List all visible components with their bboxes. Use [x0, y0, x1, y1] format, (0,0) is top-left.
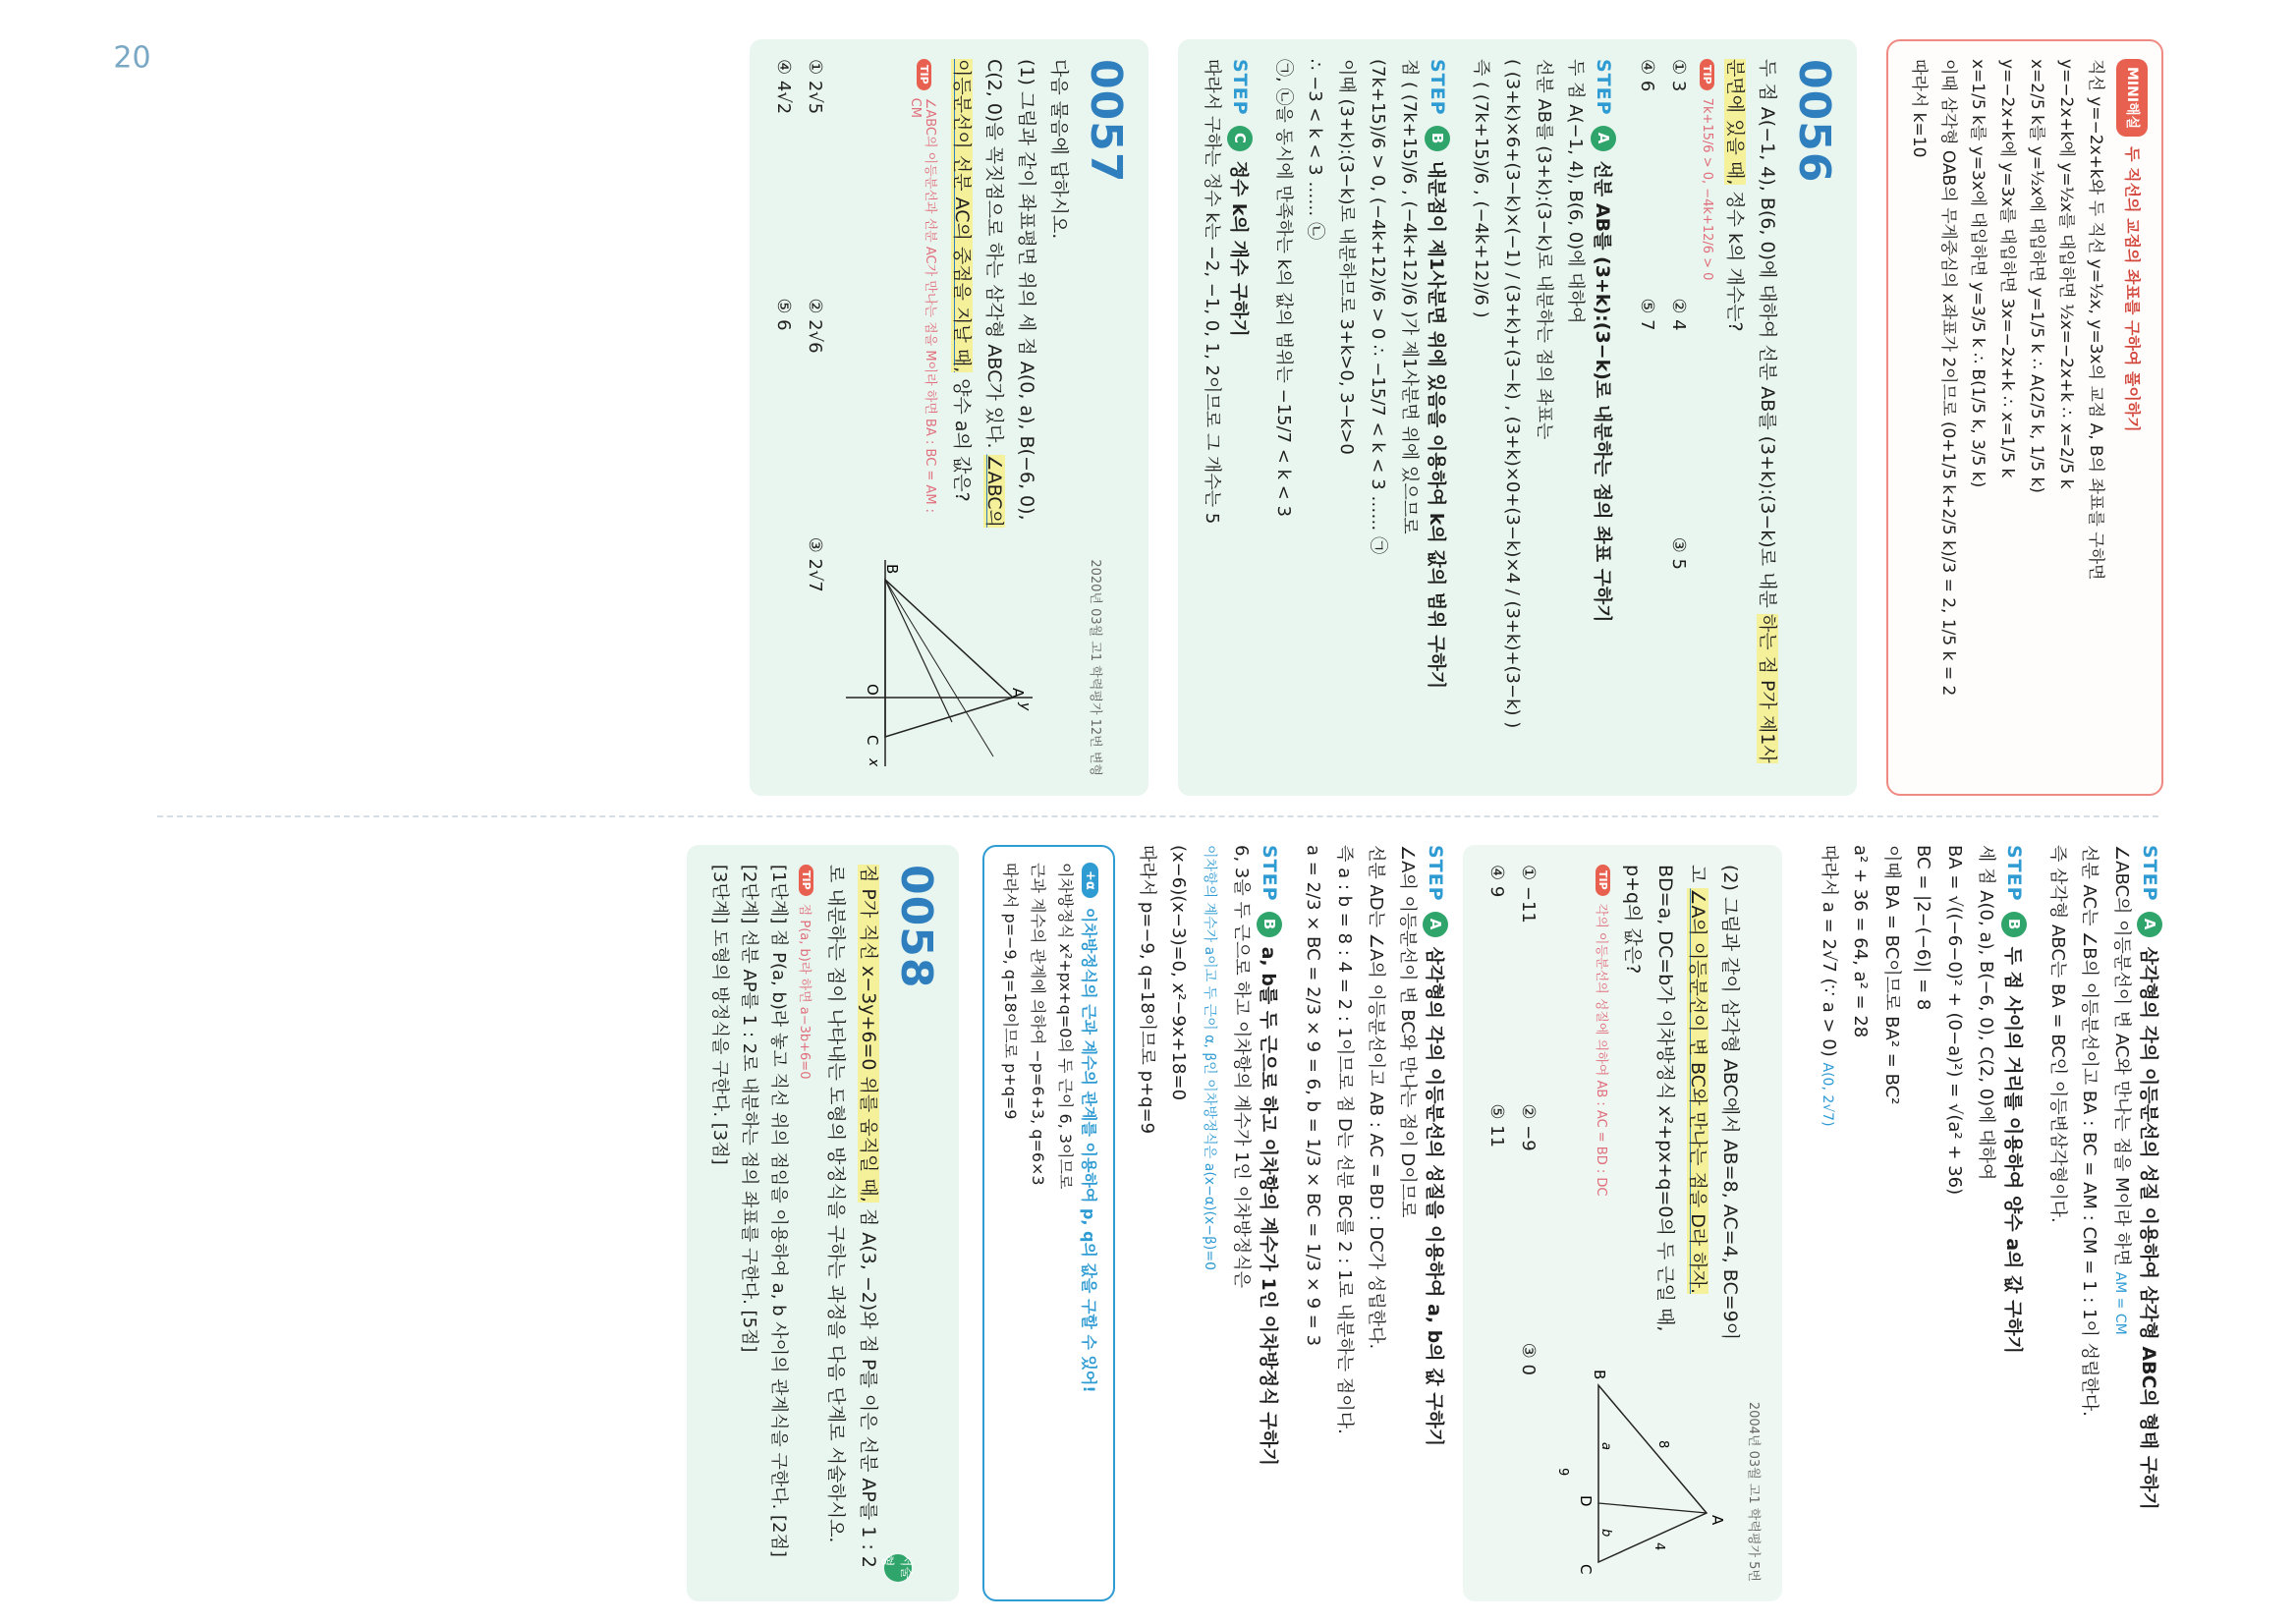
answer-choices — [1481, 865, 1543, 1582]
step-title: 정수 k의 개수 구하기 — [1228, 160, 1250, 337]
mini-title: 두 직선의 교점의 좌표를 구하여 풀이하기 — [2123, 146, 2142, 432]
triangle-bisector-figure — [1549, 1366, 1746, 1582]
choice: ⑤ 7 — [1637, 298, 1657, 331]
solution-line: 따라서 구하는 정수 k는 −2, −1, 0, 1, 2이므로 그 개수는 5 — [1202, 59, 1222, 525]
q1-step-a-body — [2042, 845, 2137, 1601]
q2-step-a-body — [1297, 845, 1423, 1601]
point-label-b: B — [883, 564, 901, 575]
step-a-body — [1465, 59, 1591, 776]
point-label-c: C — [1577, 1564, 1595, 1575]
solution-text: ∠ABC의 이등분선이 변 AC와 만나는 점을 M이라 하면 — [2111, 845, 2132, 1266]
choice: ④ 4√2 — [773, 59, 794, 115]
step-title: 삼각형의 각의 이등분선의 성질 이용하여 삼각형 ABC의 형태 구하기 — [2138, 946, 2159, 1510]
solution-line: ㉠, ㉡을 동시에 만족하는 k의 값의 범위는 −15/7 < k < 3 — [1273, 59, 1294, 518]
edge-label-b: b — [1598, 1529, 1613, 1538]
answer-choices — [1631, 59, 1694, 776]
choice: ③ 0 — [1518, 1342, 1539, 1375]
solution-line: ∴ −3 < k < 3 …… ㉡ — [1305, 59, 1325, 241]
step-title: 내분점이 제1사분면 위에 있음을 이용하여 k의 값의 범위 구하기 — [1426, 160, 1447, 690]
solution-line: 선분 AD는 ∠A의 이등분선이고 AB : AC = BD : DC가 성립한다. — [1366, 845, 1386, 1350]
step-label: STEP — [2003, 845, 2026, 902]
step-a — [1591, 59, 1617, 776]
problem-head — [1075, 59, 1131, 776]
step-c-body — [1196, 59, 1227, 776]
q2-step-b — [1257, 845, 1283, 1601]
choice: ② −9 — [1518, 1103, 1539, 1151]
q1-step-a — [2137, 845, 2163, 1601]
problem-source: 2020년 03월 고1 학력평가 12번 변형 — [1088, 559, 1102, 776]
q1-with-figure — [836, 59, 1042, 776]
step-letter: B — [1258, 912, 1283, 937]
solution-line: BC = |2−(−6)| = 8 — [1913, 845, 1933, 1011]
point-label-a: A — [1708, 1515, 1726, 1526]
solution-line: 따라서 p=−9, q=18이므로 p+q=9 — [1137, 845, 1157, 1135]
sub-question — [945, 59, 1042, 534]
solution-line: a = 2/3 × BC = 2/3 × 9 = 6, b = 1/3 × BC = 1/3 × 9 = 3 — [1303, 845, 1323, 1347]
choice: ① 2√5 — [805, 59, 825, 115]
tip-badge: TIP — [1700, 59, 1714, 90]
problem-number: 0058 — [891, 865, 941, 989]
choice: ⑤ 11 — [1486, 1103, 1507, 1148]
plus-alpha-title: 이차방정식의 근과 계수의 관계를 이용하여 p, q의 값을 구할 수 있어! — [1080, 907, 1098, 1393]
solution-line: 점 ( (7k+15)/6 , (−4k+12)/6 )가 제1사분면 위에 있으므로 — [1399, 59, 1420, 534]
solution-line — [1812, 845, 1844, 1601]
edge-label-ac: 4 — [1652, 1542, 1666, 1551]
mini-line: 이때 삼각형 OAB의 무게중심의 x좌표가 2이므로 (0+1/5 k+2/5 k)/3 = 2, 1/5 k = 2 — [1938, 59, 1958, 697]
question-text: (1) 그림과 같이 좌표평면 위의 세 점 A(0, a), B(−6, 0), C(2, 0)을 꼭짓점으로 하는 삼각형 ABC가 있다. — [983, 59, 1037, 521]
mini-solution-box — [1886, 39, 2163, 796]
side-note: A(0, 2√7) — [1820, 1062, 1835, 1127]
mini-line: y=−2x+k에 y=3x를 대입하면 3x=−2x+k ∴ x=1/5 k — [1997, 59, 2017, 478]
step-letter: A — [1592, 126, 1617, 151]
problem-question — [1718, 59, 1783, 776]
mini-line: 따라서 k=10 — [1909, 59, 1929, 158]
solution-line — [2104, 845, 2137, 1601]
solution-line: 이때 (3+k):(3−k)로 내분하므로 3+k>0, 3−k>0 — [1336, 59, 1357, 455]
choice: ③ 2√7 — [805, 536, 825, 592]
right-column — [138, 845, 2163, 1601]
step-letter: C — [1228, 126, 1254, 151]
point-label-a: A — [1009, 688, 1027, 699]
choice: ② 2√6 — [805, 298, 825, 354]
q1-step-b-body — [1812, 845, 2001, 1601]
side-note: 이차항의 계수가 a이고 두 근이 α, β인 이차방정식은 a(x−α)(x−β)=0 — [1202, 845, 1217, 1271]
axis-label-y: y — [1017, 702, 1033, 711]
question-highlight: 점 P가 직선 x−3y+6=0 위를 움직일 때, — [858, 865, 879, 1203]
plus-alpha-line: 따라서 p=−9, q=18이므로 p+q=9 — [1001, 863, 1020, 1120]
point-label-c: C — [864, 735, 881, 746]
tip — [1700, 59, 1714, 776]
choice: ④ 9 — [1486, 865, 1507, 898]
step-b-body — [1267, 59, 1425, 776]
question-highlight: ∠ABC의 이등분선이 선분 AC의 중점을 지날 때, — [951, 59, 1005, 528]
solution-line: 선분 AC는 ∠B의 이등분선이고 BA : BC = AM : CM = 1 : 1이 성립한다. — [2079, 845, 2100, 1417]
point-label-o: O — [864, 684, 881, 696]
step-label: STEP — [1593, 59, 1615, 116]
tip-badge: TIP — [799, 865, 813, 896]
mini-line: y=−2x+k에 y=½x를 대입하면 ½x=−2x+k ∴ x=2/5 k — [2056, 59, 2076, 489]
sub-question — [1616, 865, 1746, 1350]
essay-badge: 서술형 — [884, 1554, 912, 1582]
page-number: 20 — [113, 40, 151, 76]
step-letter: B — [1426, 126, 1451, 151]
plus-alpha-badge: +α — [1082, 863, 1098, 898]
step-title: a, b를 두 근으로 하고 이차항의 계수가 1인 이차방정식 구하기 — [1258, 946, 1279, 1467]
triangle-abc-figure — [836, 550, 1042, 776]
problem-number: 0057 — [1081, 59, 1131, 184]
solution-line: ∠A의 이등분선이 변 BC와 만나는 점이 D이므로 — [1397, 845, 1418, 1218]
axis-label-x: x — [866, 758, 881, 767]
step-title: 삼각형의 각의 이등분선의 성질을 이용하여 a, b의 값 구하기 — [1424, 946, 1445, 1447]
tip-badge: TIP — [1596, 865, 1610, 896]
mini-badge: MINI해설 — [2116, 59, 2148, 137]
choice: ③ 5 — [1668, 536, 1689, 570]
step-title: 선분 AB를 (3+k):(3−k)로 내분하는 점의 좌표 구하기 — [1592, 160, 1613, 623]
mini-line: x=1/5 k를 y=3x에 대입하면 y=3/5 k ∴ B(1/5 k, 3/5 k) — [1968, 59, 1988, 488]
solution-line: 선분 AB를 (3+k):(3−k)로 내분하는 점의 좌표는 — [1534, 59, 1554, 440]
step-label: STEP — [1425, 845, 1447, 902]
question-text: 정수 k의 개수는? — [1724, 191, 1746, 332]
choice: ④ 6 — [1637, 59, 1657, 92]
question-text: (2) 그림과 같이 삼각형 ABC에서 AB=8, AC=4, BC=9이고 — [1687, 865, 1741, 1341]
problem-0056 — [1178, 39, 1857, 796]
column-divider — [157, 815, 2158, 818]
edge-label-a: a — [1598, 1442, 1613, 1450]
solution-line: (7k+15)/6 > 0, (−4k+12)/6 > 0 ∴ −15/7 < k < 3 …… ㉠ — [1368, 59, 1388, 555]
question-text: 점 A(3, −2)와 점 P를 이은 선분 AP를 1 : 2로 내분하는 점이 나타내는 도형의 방정식을 구하는 과정을 다음 단계로 서술하시오. — [825, 865, 879, 1568]
step-label: STEP — [1427, 59, 1449, 116]
point-label-b: B — [1591, 1370, 1608, 1380]
choice: ① −11 — [1518, 865, 1539, 924]
problem-number: 0056 — [1789, 59, 1839, 184]
step-c — [1227, 59, 1254, 776]
problem-0057 — [750, 39, 1148, 796]
solution-line: 두 점 A(−1, 4), B(6, 0)에 대하여 — [1565, 59, 1586, 324]
problem-head — [879, 865, 941, 1582]
step-b — [1425, 59, 1451, 776]
q2-with-figure — [1549, 865, 1746, 1582]
solution-line: 세 점 A(0, a), B(−6, 0), C(2, 0)에 대하여 — [1976, 845, 1996, 1181]
point-label-d: D — [1577, 1495, 1595, 1507]
problem-0057-part2 — [1463, 845, 1782, 1601]
tip-text: 점 P(a, b)라 하면 a−3b+6=0 — [797, 903, 812, 1080]
step-letter: A — [1424, 912, 1449, 937]
tip-text: 각의 이등분선의 성질에 의하여 AB : AC = BD : DC — [1594, 903, 1608, 1197]
step-label: STEP — [1229, 59, 1252, 116]
edge-label-ab: 8 — [1655, 1440, 1670, 1449]
plus-alpha-line: 근과 계수의 관계에 의하여 −p=6+3, q=6×3 — [1029, 863, 1047, 1186]
stage-line: [2단계] 선분 AP를 1 : 2로 내분하는 점의 좌표를 구한다. [5점] — [739, 865, 759, 1353]
solution-line: 6, 3을 두 근으로 하고 이차항의 계수가 1인 이차방정식은 — [1231, 845, 1252, 1288]
stage-line: [1단계] 점 P(a, b)라 놓고 직선 위의 점임을 이용하여 a, b 사이의 관계식을 구한다. [2점] — [768, 865, 789, 1557]
tip — [908, 59, 941, 534]
edge-label-bc: 9 — [1555, 1468, 1570, 1477]
plus-alpha-head — [1079, 863, 1101, 1584]
left-column — [138, 39, 2163, 796]
solution-line: 즉 a : b = 8 : 4 = 2 : 1이므로 점 D는 선분 BC를 2 : 1로 내분하는 점이다. — [1334, 845, 1355, 1434]
plus-alpha-line: 이차방정식 x²+px+q=0의 두 근이 6, 3이므로 — [1056, 863, 1075, 1190]
q1-block — [904, 59, 1042, 534]
question-text: BD=a, DC=b가 이차방정식 x²+px+q=0의 두 근일 때, p+q의 값은? — [1622, 865, 1676, 1332]
question-text: 양수 a의 값은? — [951, 378, 973, 502]
solution-line: BA = √((−6−0)² + (0−a)²) = √(a² + 36) — [1944, 845, 1965, 1196]
answer-choices — [767, 59, 830, 776]
solution-line: a² + 36 = 64, a² = 28 — [1850, 845, 1871, 1038]
solution-text: 따라서 a = 2√7 (∵ a > 0) — [1819, 845, 1839, 1057]
choice: ① 3 — [1668, 59, 1689, 92]
solution-line: ( (3+k)×6+(3−k)×(−1) / (3+k)+(3−k) , (3+k)×0+(3−k)×4 / (3+k)+(3−k) ) — [1502, 59, 1523, 729]
q2-step-a — [1423, 845, 1449, 1601]
problem-source: 2004년 03월 고1 학력평가 5번 — [1746, 1401, 1761, 1582]
choice: ⑤ 6 — [773, 298, 794, 331]
q2-block — [1590, 865, 1746, 1350]
question-highlight: 하는 점 P가 제1사분면에 있을 때, — [1724, 59, 1778, 763]
solution-line: (x−6)(x−3)=0, x²−9x+18=0 — [1168, 845, 1189, 1101]
choice: ② 4 — [1668, 298, 1689, 331]
solution-line: 즉 ( (7k+15)/6 , (−4k+12)/6 ) — [1471, 59, 1491, 318]
mini-line: 직선 y=−2x+k와 두 직선 y=½x, y=3x의 교점 A, B의 좌표를 구하면 — [2086, 59, 2105, 581]
tip-text: 7k+15/6 > 0, −4k+12/6 > 0 — [1700, 97, 1714, 281]
question-text: 두 점 A(−1, 4), B(6, 0)에 대하여 선분 AB를 (3+k):(3−k)로 내분 — [1757, 59, 1778, 608]
step-label: STEP — [1259, 845, 1281, 902]
stage-line: [3단계] 도형의 방정식을 구한다. [3점] — [709, 865, 730, 1165]
tip-text: ∠ABC의 이등분선과 선분 AC가 만나는 점을 M이라 하면 BA : BC = AM : CM — [908, 97, 937, 514]
problem-question: 다음 물음에 답하시오. — [1048, 59, 1070, 240]
tip — [1594, 865, 1612, 1350]
solution-line: 즉 삼각형 ABC는 BA = BC인 이등변삼각형이다. — [2047, 845, 2068, 1223]
q1-step-b — [2001, 845, 2028, 1601]
step-letter: A — [2138, 912, 2163, 937]
q2-step-b-body — [1131, 845, 1257, 1601]
problem-0058 — [687, 845, 959, 1601]
step-title: 두 점 사이의 거리를 이용하여 양수 a의 값 구하기 — [2002, 946, 2024, 1355]
solution-line: 이때 BA = BC이므로 BA² = BC² — [1881, 845, 1902, 1105]
step-label: STEP — [2139, 845, 2161, 902]
side-note: AM = CM — [2112, 1271, 2128, 1335]
tip-badge: TIP — [918, 59, 932, 90]
question-highlight: ∠A의 이등분선이 변 BC와 만나는 점을 D라 하자. — [1687, 888, 1708, 1295]
mini-line: x=2/5 k를 y=½x에 대입하면 y=1/5 k ∴ A(2/5 k, 1/5 k) — [2027, 59, 2046, 493]
problem-question — [819, 865, 884, 1582]
tip — [797, 865, 815, 1582]
mini-head — [2116, 59, 2148, 776]
step-letter: B — [2002, 912, 2028, 937]
plus-alpha-box — [982, 845, 1115, 1601]
